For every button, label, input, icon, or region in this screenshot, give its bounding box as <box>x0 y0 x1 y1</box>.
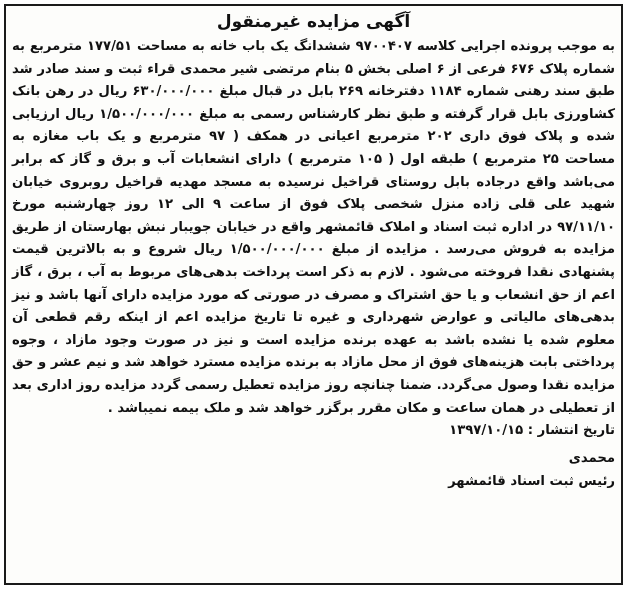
signer-name: محمدی <box>568 450 615 466</box>
auction-notice <box>4 4 623 585</box>
notice-body: به موجب پرونده اجرایی کلاسه ۹۷۰۰۴۰۷ ششدانگ یک باب خانه به مساحت ۱۷۷/۵۱ مترمربع به شماره پلاک ۶۷۶ فرعی از ۶ اصلی بخش ۵ بنام مرتضی شیر محمدی قراء ثبت و سند صادر شد طبق سند رهنی شماره ۱۱۸۴ دفترخانه ۲۶۹ بابل در قبال مبلغ ۶۳۰/۰۰۰/۰۰۰ ریال در رهن بانک کشاورزی بابل قرار گرفته و طبق نظر کارشناس رسمی به مبلغ ۱/۵۰۰/۰۰۰/۰۰۰ ریال ارزیابی شده و پلاک فوق داری ۲۰۲ مترمربع اعیانی در همکف ( ۹۷ مترمربع و یک باب مغازه به مساحت ۲۵ مترمربع ) طبقه اول ( ۱۰۵ مترمربع ) دارای انشعابات آب و برق و گاز که برابر می‌باشد واقع درجاده بابل روستای قراخیل نرسیده به مسجد مهدیه قراخیل روبروی خیابان شهید علی قلی زاده منزل شخصی پلاک فوق از ساعت ۹ الی ۱۲ روز چهارشنبه مورخ ۹۷/۱۱/۱۰ در اداره ثبت اسناد و املاک قائمشهر واقع در خیابان جویبار نبش بهارستان از طریق مزایده به فروش می‌رسد . مزایده از مبلغ ۱/۵۰۰/۰۰۰/۰۰۰ ریال شروع و به بالاترین قیمت پشنهادی نقدا فروخته می‌شود . لازم به ذکر است پرداخت بدهی‌های مربوط به آب ، برق ، گاز اعم از حق انشعاب و یا حق اشتراک و مصرف در صورتی که مورد مزایده دارای آنها باشد و نیز بدهی‌های مالیاتی و عوارض شهرداری و غیره تا تاریخ مزایده اعم از اینکه رقم قطعی آن معلوم شده یا نشده باشد به عهده برنده مزایده است و نیز در صورت وجود مازاد ، وجوه پرداختی بابت هزینه‌های فوق از محل مازاد به برنده مزایده مسترد خواهد شد و نیم عشر و حق مزایده نقدا وصول می‌گردد. ضمنا چنانچه روز مزایده تعطیل رسمی گردد مزایده روز اداری بعد از تعطیلی در همان ساعت و مکان مقرر برگزر خواهد شد و ملک بیمه نمیباشد . <box>12 39 616 416</box>
publication-date: تاریخ انتشار : ۱۳۹۷/۱۰/۱۵ <box>449 423 615 439</box>
notice-title: آگهی مزایده غیرمنقول <box>216 12 411 32</box>
signer-role: رئیس ثبت اسناد قائمشهر <box>448 473 615 489</box>
